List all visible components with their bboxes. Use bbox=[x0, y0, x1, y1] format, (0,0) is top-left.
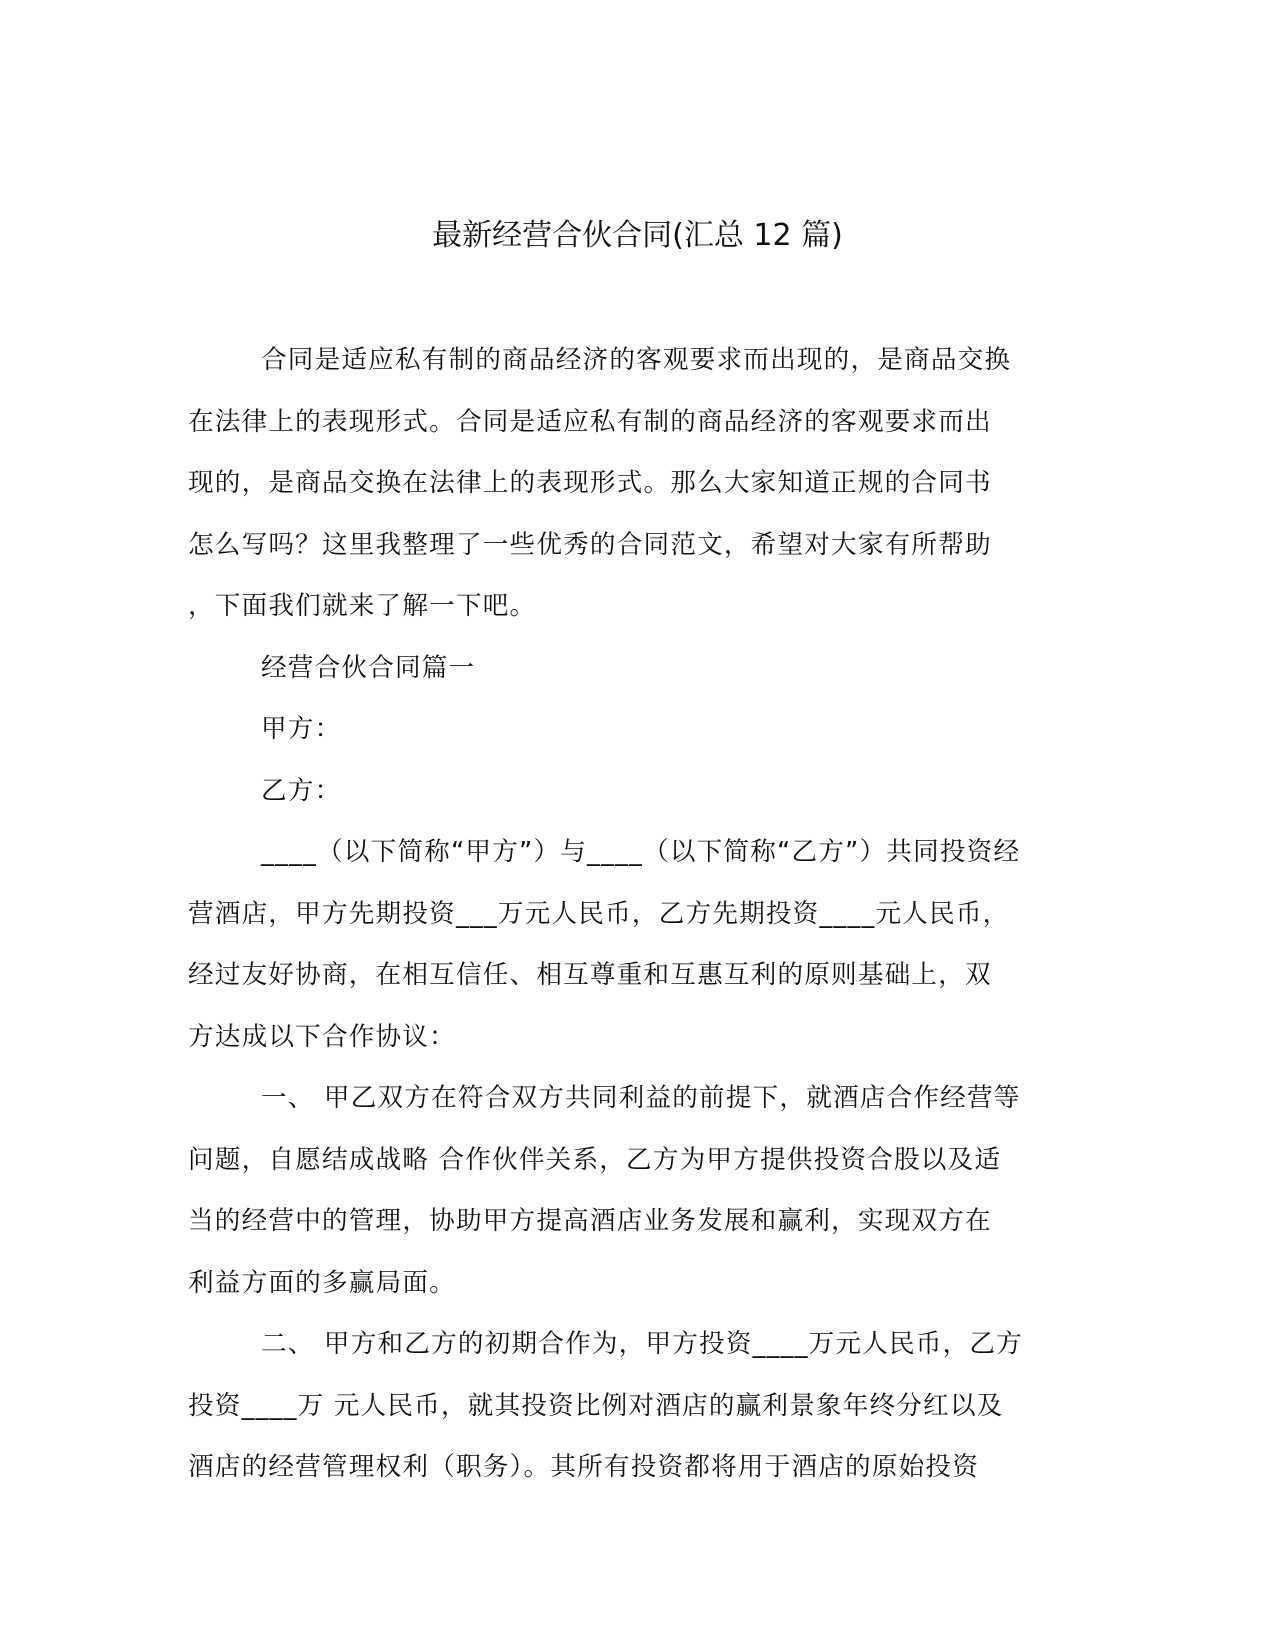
paragraph-line: ____（以下简称“甲方”）与____（以下简称“乙方”）共同投资经 bbox=[261, 837, 1021, 867]
clause-line: 问题，自愿结成战略 合作伙伴关系，乙方为甲方提供投资合股以及适 bbox=[188, 1144, 1002, 1175]
clause-line: 一、 甲乙双方在符合双方共同利益的前提下，就酒店合作经营等 bbox=[261, 1083, 1021, 1113]
section-heading: 经营合伙合同篇一 bbox=[261, 652, 476, 683]
paragraph-line: 合同是适应私有制的商品经济的客观要求而出现的，是商品交换 bbox=[261, 345, 1012, 375]
document-body bbox=[188, 330, 1068, 1499]
party-b-label: 乙方： bbox=[261, 775, 342, 806]
paragraph-line: 在法律上的表现形式。合同是适应私有制的商品经济的客观要求而出 bbox=[188, 406, 992, 437]
clause-line: 利益方面的多赢局面。 bbox=[188, 1267, 456, 1298]
party-a-label: 甲方： bbox=[261, 714, 342, 744]
clause-line: 投资____万 元人民币，就其投资比例对酒店的赢利景象年终分红以及 bbox=[188, 1390, 1004, 1421]
paragraph-line: 方达成以下合作协议： bbox=[188, 1021, 456, 1052]
clause-line: 当的经营中的管理，协助甲方提高酒店业务发展和赢利，实现双方在 bbox=[188, 1206, 992, 1236]
paragraph-line: 营酒店，甲方先期投资___万元人民币，乙方先期投资____元人民币， bbox=[188, 898, 1010, 929]
clause-line: 酒店的经营管理权利（职务）。其所有投资都将用于酒店的原始投资 bbox=[188, 1452, 980, 1482]
paragraph-line: 经过友好协商，在相互信任、相互尊重和互惠互利的原则基础上，双 bbox=[188, 960, 992, 990]
clause-line: 二、 甲方和乙方的初期合作为，甲方投资____万元人民币，乙方 bbox=[261, 1329, 1023, 1359]
paragraph-line: ，下面我们就来了解一下吧。 bbox=[188, 591, 537, 621]
paragraph-line: 现的，是商品交换在法律上的表现形式。那么大家知道正规的合同书 bbox=[188, 468, 992, 498]
document-title: 最新经营合伙合同(汇总 12 篇) bbox=[432, 218, 843, 253]
paragraph-line: 怎么写吗？这里我整理了一些优秀的合同范文，希望对大家有所帮助 bbox=[188, 529, 992, 560]
